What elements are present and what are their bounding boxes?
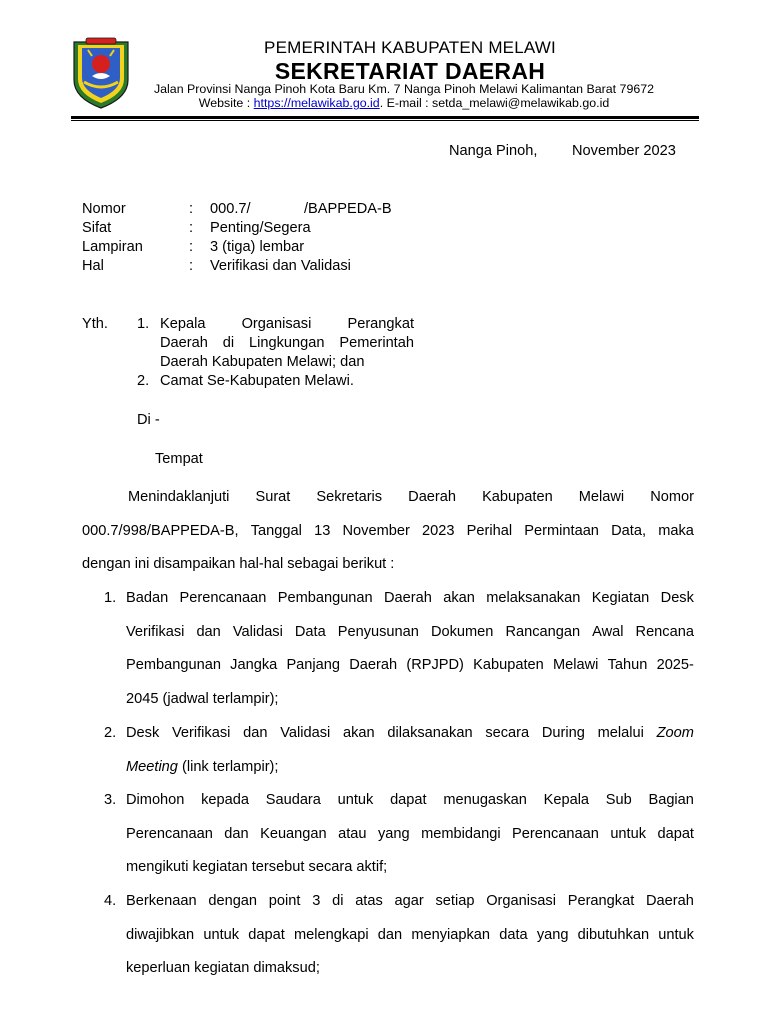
point-number: 2. (104, 725, 117, 741)
meta-label-lampiran: Lampiran (82, 239, 143, 255)
point-line: diwajibkan untuk dapat melengkapi dan menyiapkan data yang dibutuhkan untuk (126, 927, 694, 943)
point-line: Verifikasi dan Validasi Data Penyusunan Dokumen Rancangan Awal Rencana (126, 624, 694, 640)
point-number: 3. (104, 792, 117, 808)
letterhead-rule-thin (71, 120, 699, 121)
letterhead-address: Jalan Provinsi Nanga Pinoh Kota Baru Km. 7 Nanga Pinoh Melawi Kalimantan Barat 79672 (153, 82, 655, 96)
recipient-number: 2. (137, 373, 150, 389)
recipient-number: 1. (137, 316, 150, 332)
point-line: keperluan kegiatan dimaksud; (126, 960, 320, 976)
point-number: 4. (104, 893, 117, 909)
point-line: Berkenaan dengan point 3 di atas agar setiap Organisasi Perangkat Daerah (126, 893, 694, 909)
meta-colon: : (189, 258, 194, 274)
recipient-yth: Yth. (82, 316, 108, 332)
intro-line: Menindaklanjuti Surat Sekretaris Daerah Kabupaten Melawi Nomor (128, 489, 694, 505)
letterhead-office-name: SEKRETARIAT DAERAH (274, 58, 546, 84)
point-number: 1. (104, 590, 117, 606)
website-label: Website : (198, 96, 254, 110)
meta-label-hal: Hal (82, 258, 104, 274)
meta-value-sifat: Penting/Segera (210, 220, 311, 236)
meta-value-nomor-suffix: /BAPPEDA-B (304, 201, 392, 217)
website-link[interactable]: https://melawikab.go.id (253, 96, 380, 110)
point-line: Meeting (link terlampir); (126, 759, 279, 775)
meta-colon: : (189, 201, 194, 217)
meta-value-lampiran: 3 (tiga) lembar (210, 239, 305, 255)
meta-value-nomor-prefix: 000.7/ (210, 201, 251, 217)
recipient-tempat: Tempat (155, 451, 203, 467)
meta-value-hal: Verifikasi dan Validasi (210, 258, 351, 274)
meta-label-nomor: Nomor (82, 201, 126, 217)
point-line: Badan Perencanaan Pembangunan Daerah akan melaksanakan Kegiatan Desk (126, 590, 694, 606)
meta-colon: : (189, 220, 194, 236)
meta-label-sifat: Sifat (82, 220, 112, 236)
intro-line: dengan ini disampaikan hal-hal sebagai berikut : (82, 556, 395, 572)
recipient-di: Di - (137, 412, 160, 428)
recipient-line: Daerah di Lingkungan Pemerintah (160, 335, 414, 351)
point-line: Pembangunan Jangka Panjang Daerah (RPJPD) Kabupaten Melawi Tahun 2025- (126, 657, 694, 673)
point-line: Dimohon kepada Saudara untuk dapat menugaskan Kepala Sub Bagian (126, 792, 694, 808)
meta-colon: : (189, 239, 194, 255)
email-text: . E-mail : setda_melawi@melawikab.go.id (379, 96, 610, 110)
point-line: 2045 (jadwal terlampir); (126, 691, 279, 707)
intro-line: 000.7/998/BAPPEDA-B, Tanggal 13 November 2023 Perihal Permintaan Data, maka (82, 523, 694, 539)
zoom-meeting-text: Meeting (126, 759, 178, 775)
letterhead-rule-thick (71, 116, 699, 119)
point-line: Desk Verifikasi dan Validasi akan dilaksanakan secara During melalui Zoom (126, 725, 694, 741)
date-month-year: November 2023 (572, 143, 676, 159)
point-line: Perencanaan dan Keuangan atau yang membidangi Perencanaan untuk dapat (126, 826, 694, 842)
date-place: Nanga Pinoh, (449, 143, 538, 159)
point-line: mengikuti kegiatan tersebut secara aktif; (126, 859, 388, 875)
letterhead-government-name: PEMERINTAH KABUPATEN MELAWI (264, 38, 556, 57)
letterhead-contact (118, 96, 690, 110)
recipient-line: Kepala Organisasi Perangkat (160, 316, 414, 332)
recipient-line: Daerah Kabupaten Melawi; dan (160, 354, 365, 370)
recipient-line: Camat Se-Kabupaten Melawi. (160, 373, 354, 389)
